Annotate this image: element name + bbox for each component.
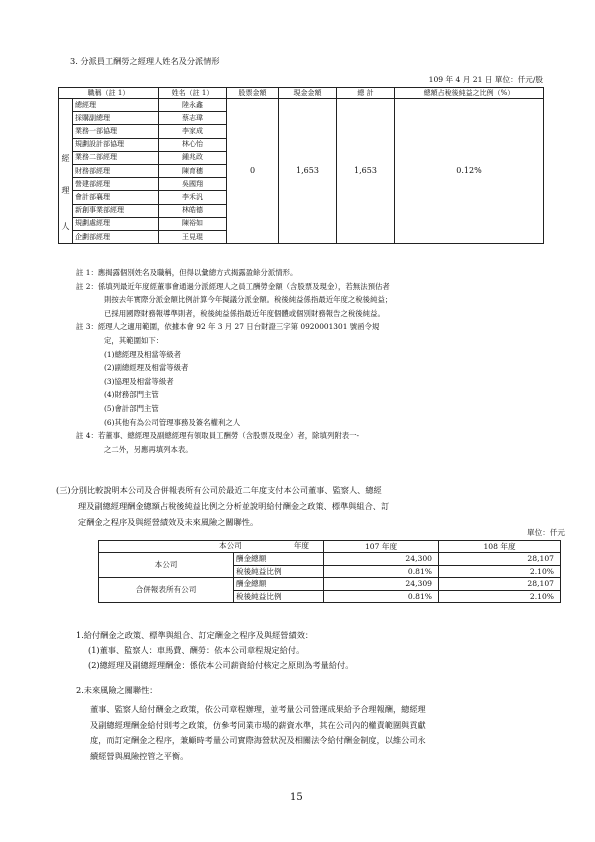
value-cell: 28,107: [439, 578, 561, 591]
header-company: 本公司: [219, 541, 242, 550]
table-header-row: [59, 88, 544, 99]
table-row: [99, 553, 561, 566]
page-number: 15: [290, 792, 303, 803]
stock-amount: 0: [227, 99, 279, 244]
name-cell: 李家成: [159, 125, 227, 138]
row-label: 酬金總額: [234, 578, 324, 591]
col-header-title: 職稱（註 1）: [59, 88, 159, 99]
title-cell: 新創事業部經理: [73, 204, 159, 217]
row-label: 酬金總額: [234, 553, 324, 566]
title-cell: 企劃部經理: [73, 230, 159, 243]
paragraph-line: 定酬金之程序及與經營績效及未來風險之關聯性。: [78, 517, 259, 527]
table-row: [59, 99, 544, 112]
col-header-ratio: 總額占稅後純益之比例（%）: [395, 88, 544, 99]
title-cell: 業務一部協理: [73, 125, 159, 138]
header-y108: 108 年度: [439, 541, 561, 553]
paragraph-line: 續經營與風險控管之平衡。: [90, 750, 189, 761]
note-line: (2)副總經理及相當等級者: [104, 363, 189, 373]
section-title: 3. 分派員工酬勞之經理人姓名及分派情形: [70, 56, 220, 66]
table-header-row: [99, 541, 561, 553]
note-line: 定，其範圍如下：: [104, 335, 164, 345]
list-item: (1)董事、監察人：車馬費、酬勞：依本公司章程規定給付。: [88, 645, 305, 655]
note-line: 註 1：應揭露個別姓名及職稱，但得以彙總方式揭露盈餘分派情形。: [76, 268, 298, 277]
group-label: 本公司: [99, 553, 234, 578]
list-item: 1.給付酬金之政策、標準與組合、訂定酬金之程序及與經營績效：: [76, 630, 314, 640]
note-line: (1)總經理及相當等級者: [104, 349, 181, 359]
value-cell: 0.81%: [324, 565, 439, 578]
paragraph-line: 董事、監察人給付酬金之政策，依公司章程辦理，並考量公司營運成果給予合理報酬，總經理: [90, 704, 426, 714]
note-line: (3)協理及相當等級者: [104, 376, 174, 386]
compensation-comparison-table: [98, 540, 561, 603]
name-cell: 李禾汎: [159, 191, 227, 204]
name-cell: 蔡志瑋: [159, 112, 227, 125]
date-unit: 109 年 4 月 21 日 單位：仟元/股: [428, 75, 543, 84]
title-cell: 總經理: [73, 99, 159, 112]
name-cell: 陳裕如: [159, 217, 227, 230]
paragraph-line: (三)分別比較說明本公司及合併報表所有公司於最近二年度支付本公司董事、監察人、總經: [56, 485, 382, 495]
note-line: (4)財務部門主管: [104, 390, 159, 400]
unit-label: 單位：仟元: [527, 528, 565, 537]
col-header-total: 總 計: [337, 88, 395, 99]
note-line: 則按去年實際分派金額比例計算今年擬議分派金額。稅後純益係指最近年度之稅後純益；: [104, 295, 393, 305]
title-cell: 規劃設計部協理: [73, 138, 159, 151]
paragraph-line: 及副總經理酬金給付則考之政策，仿參考同業市場的薪資水準，其在公司內的權責範圍與貢獻: [90, 719, 426, 730]
title-cell: 財務部經理: [73, 164, 159, 177]
policy-list: [76, 628, 353, 673]
name-cell: 鍾兆政: [159, 151, 227, 164]
title-cell: 業務二部經理: [73, 151, 159, 164]
header-period: 年度: [293, 541, 309, 550]
value-cell: 24,300: [324, 553, 439, 566]
side-label: 經 理 人: [59, 99, 73, 244]
title-cell: 營建部經理: [73, 178, 159, 191]
section-paragraph: [56, 482, 389, 530]
total-amount: 1,653: [337, 99, 395, 244]
table-row: [99, 578, 561, 591]
value-cell: 24,309: [324, 578, 439, 591]
row-label: 稅後純益比例: [234, 565, 324, 578]
notes-block: [76, 266, 392, 456]
title-cell: 規劃處經理: [73, 217, 159, 230]
manager-compensation-table: [58, 87, 544, 244]
ratio-amount: 0.12%: [395, 99, 544, 244]
col-header-stock: 股票金額: [227, 88, 279, 99]
col-header-name: 姓名（註 1）: [159, 88, 227, 99]
title-cell: 採購副總理: [73, 112, 159, 125]
value-cell: 0.81%: [324, 590, 439, 603]
name-cell: 陳育穗: [159, 164, 227, 177]
value-cell: 28,107: [439, 553, 561, 566]
value-cell: 2.10%: [439, 565, 561, 578]
col-header-cash: 現金金額: [279, 88, 337, 99]
row-label: 稅後純益比例: [234, 590, 324, 603]
note-line: (6)其他有為公司管理事務及簽名權利之人: [104, 417, 241, 427]
note-line: 之二外，另應再填列本表。: [104, 444, 193, 454]
group-label: 合併報表所有公司: [99, 578, 234, 603]
list-item: (2)總經理及副總經理酬金：係依本公司薪資給付核定之原則為考量給付。: [88, 660, 354, 670]
name-cell: 陸永鑫: [159, 99, 227, 112]
paragraph-line: 度，而訂定酬金之程序，兼顧時考量公司實際海營狀況及相關法令給付酬金制度，以維公司永: [90, 735, 426, 745]
cash-amount: 1,653: [279, 99, 337, 244]
name-cell: 林心怡: [159, 138, 227, 151]
note-line: 註 4：若董事、總經理及副總經理有領取員工酬勞（含股票及現金）者，除填列附表一-: [76, 431, 360, 441]
note-line: 註 2：係填列最近年度經董事會通過分派經理人之員工酬勞金額（含股票及現金），若無法預估者: [76, 281, 390, 291]
title-cell: 會計部襄理: [73, 191, 159, 204]
paragraph-line: 理及副總經理酬金總額占稅後純益比例之分析並說明給付酬金之政策、標準與組合、訂: [78, 501, 390, 511]
note-line: (5)會計部門主管: [104, 403, 159, 413]
name-cell: 王見琨: [159, 230, 227, 243]
risk-title: 2.未來風險之關聯性：: [76, 685, 158, 695]
name-cell: 林皓德: [159, 204, 227, 217]
risk-paragraph: [90, 702, 426, 764]
note-line: 已採用國際財務報導準則者，稅後純益係指最近年度個體或個別財務報告之稅後純益。: [104, 308, 385, 318]
header-period-company: [99, 541, 324, 553]
note-line: 註 3：經理人之適用範圍，依據本會 92 年 3 月 27 日台財證三字第 0920001301 號函令規: [76, 322, 380, 332]
header-y107: 107 年度: [324, 541, 439, 553]
name-cell: 吳國翔: [159, 178, 227, 191]
value-cell: 2.10%: [439, 590, 561, 603]
